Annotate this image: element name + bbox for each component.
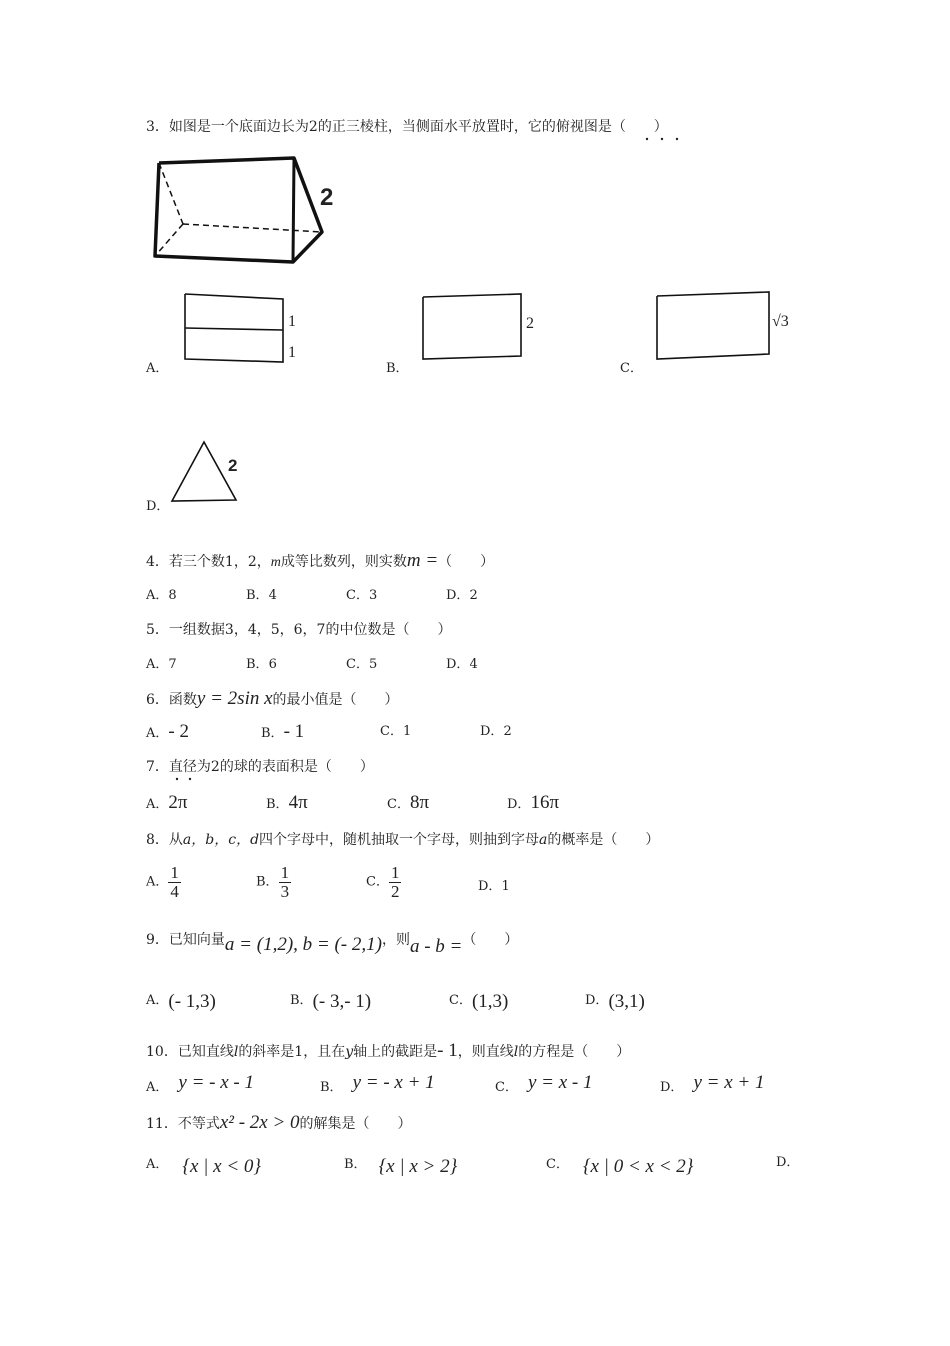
q10-stem	[146, 1042, 630, 1061]
q9-stem	[146, 930, 519, 957]
q10-option-b[interactable]: B． y = - x + 1	[320, 1072, 435, 1095]
q3-option-c-letter[interactable]: C．	[620, 361, 643, 376]
q9-stem-expr2: a - b =	[409, 936, 463, 957]
q4-stem-c: （ ）	[438, 554, 495, 570]
q5-option-d[interactable]: D．4	[446, 657, 478, 672]
q3-option-b-letter[interactable]: B．	[386, 361, 409, 376]
q10-stem-b: 的斜率是1，且在	[238, 1044, 346, 1060]
q10-stem-var: l	[233, 1044, 239, 1060]
q8-option-b[interactable]: B． $\frac{1}{3}$	[256, 863, 290, 901]
q6-stem-expr: y = 2sin x	[196, 688, 273, 709]
q8-stem	[146, 831, 659, 849]
q7-option-c[interactable]: C．8π	[387, 792, 430, 813]
q9-stem-c: （ ）	[462, 932, 519, 948]
q6-option-d[interactable]: D．2	[480, 724, 512, 739]
q4-option-a[interactable]: A．8	[146, 588, 177, 603]
q3-option-d-label: 2	[228, 456, 238, 475]
q11-stem	[146, 1114, 412, 1133]
q3-stem: 3．如图是一个底面边长为2的正三棱柱，当侧面水平放置时，它的俯视图是（ ）	[146, 119, 668, 135]
q8-stem-var: a	[539, 832, 548, 848]
q6-option-c[interactable]: C．1	[380, 724, 412, 739]
q6-option-a[interactable]: A．- 2	[146, 721, 189, 742]
q7-option-a[interactable]: A．2π	[146, 792, 188, 813]
q9-option-c[interactable]: C．(1,3)	[449, 991, 509, 1012]
q7-stem: 7．直径为2的球的表面积是（ ）	[146, 759, 374, 775]
q3-prism-side-label: 2	[320, 184, 334, 211]
q9-option-a[interactable]: A．(- 1,3)	[146, 991, 216, 1012]
q7-option-b[interactable]: B．4π	[266, 792, 308, 813]
q10-option-c[interactable]: C． y = x - 1	[495, 1072, 593, 1095]
q10-option-a[interactable]: A． y = - x - 1	[146, 1072, 254, 1095]
q8-option-a[interactable]: A． $\frac{1}{4}$	[146, 863, 179, 901]
q3-option-b-label: 2	[526, 315, 534, 332]
q8-stem-a: 8．从	[146, 832, 183, 848]
q3-option-c-label: √3	[772, 313, 789, 330]
q5-option-c[interactable]: C．5	[346, 657, 378, 672]
q5-stem: 5．一组数据3，4，5，6，7的中位数是（ ）	[146, 622, 452, 638]
q3-option-d-letter[interactable]: D．	[146, 499, 170, 514]
q10-stem-a: 10．已知直线	[146, 1044, 234, 1060]
q10-stem-d: ，则直线	[457, 1044, 514, 1060]
q8-option-d[interactable]: D．1	[478, 879, 510, 894]
q11-option-b[interactable]: B． {x | x > 2}	[344, 1156, 458, 1177]
q3-option-a-label-top: 1	[288, 313, 296, 330]
q8-stem-c: 的概率是（ ）	[547, 832, 660, 848]
q10-stem-var2: l	[513, 1044, 519, 1060]
q8-stem-b: 四个字母中，随机抽取一个字母，则抽到字母	[259, 832, 540, 848]
q11-option-a[interactable]: A． {x | x < 0}	[146, 1156, 261, 1177]
q10-stem-axis: y	[345, 1044, 354, 1060]
q5-option-b[interactable]: B．6	[246, 657, 277, 672]
q11-stem-b: 的解集是（ ）	[299, 1116, 412, 1132]
q6-option-b[interactable]: B．- 1	[261, 721, 305, 742]
q4-option-d[interactable]: D．2	[446, 588, 478, 603]
q4-stem-expr: m =	[406, 550, 439, 571]
q3-option-a-label-bottom: 1	[288, 344, 296, 361]
q10-stem-c: 轴上的截距是	[353, 1044, 438, 1060]
q11-stem-expr: x² - 2x > 0	[219, 1112, 300, 1133]
q7-option-d[interactable]: D．16π	[507, 792, 560, 813]
q4-option-b[interactable]: B．4	[246, 588, 277, 603]
q4-stem-b: 成等比数列，则实数	[280, 554, 407, 570]
q8-option-c[interactable]: C． $\frac{1}{2}$	[366, 863, 400, 901]
q11-option-c[interactable]: C． {x | 0 < x < 2}	[546, 1156, 694, 1177]
q9-option-b[interactable]: B．(- 3,- 1)	[290, 991, 372, 1012]
q9-option-d[interactable]: D．(3,1)	[585, 991, 645, 1012]
q10-option-d[interactable]: D． y = x + 1	[660, 1072, 765, 1095]
q4-option-c[interactable]: C．3	[346, 588, 378, 603]
q8-letters: a，b，c，d	[182, 832, 260, 848]
q11-option-d[interactable]: D．	[776, 1155, 800, 1170]
q5-option-a[interactable]: A．7	[146, 657, 177, 672]
q3-option-a-letter[interactable]: A．	[146, 361, 169, 376]
q6-stem-a: 6．函数	[146, 692, 197, 708]
q9-stem-a: 9．已知向量	[146, 932, 225, 948]
q9-stem-expr: a = (1,2), b = (- 2,1)	[224, 934, 382, 955]
q10-stem-num: - 1	[437, 1040, 458, 1061]
q9-stem-b: ，则	[381, 932, 410, 948]
q10-stem-e: 的方程是（ ）	[518, 1044, 631, 1060]
q4-stem-var: m	[270, 555, 281, 570]
q6-stem-b: 的最小值是（ ）	[272, 692, 399, 708]
q11-stem-a: 11．不等式	[146, 1116, 220, 1132]
q4-stem-a: 4．若三个数1，2，	[146, 554, 271, 570]
